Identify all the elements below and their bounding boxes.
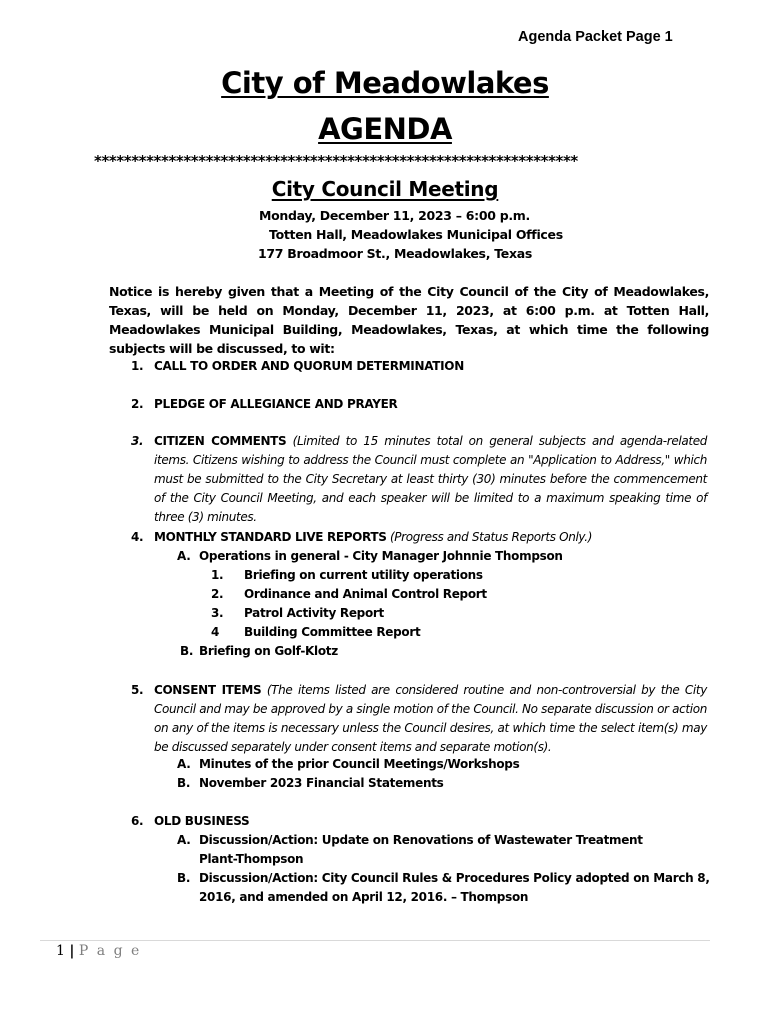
- agenda-item-5-note: (The items listed are considered routine and non-controversial by the City Council and may be approved by a single motion of the Council. No separate discussion or action on any of the items is necessary unless the Council desires, at which time the select item(s) may be discussed separately under consent items and separate motion(s).: [154, 683, 708, 754]
- agenda-item-5-label: CONSENT ITEMS: [154, 683, 262, 697]
- agenda-item-4-number: 4.: [131, 530, 144, 544]
- agenda-item-5: [154, 681, 707, 757]
- agenda-item-6b-line1: Discussion/Action: City Council Rules & Procedures Policy adopted on March 8,: [199, 871, 710, 885]
- agenda-item-4a-sub-number: 3.: [211, 606, 224, 620]
- agenda-item-4a-sub-label: Patrol Activity Report: [244, 606, 384, 620]
- page-title: City of Meadowlakes: [221, 66, 549, 100]
- agenda-item-6b-line2: 2016, and amended on April 12, 2016. – Thompson: [199, 890, 529, 904]
- agenda-item-4a-sub-number: 4: [211, 625, 220, 639]
- agenda-item-1-number: 1.: [131, 359, 144, 373]
- agenda-item-4b-label: Briefing on Golf-Klotz: [199, 644, 338, 658]
- agenda-item-5b-label: November 2023 Financial Statements: [199, 776, 444, 790]
- meeting-heading: City Council Meeting: [271, 177, 499, 201]
- agenda-item-4a-sub-label: Briefing on current utility operations: [244, 568, 483, 582]
- agenda-item-1-label: CALL TO ORDER AND QUORUM DETERMINATION: [154, 359, 464, 373]
- agenda-item-6a-letter: A.: [177, 833, 191, 847]
- page-subtitle: AGENDA: [318, 112, 452, 146]
- meeting-address: 177 Broadmoor St., Meadowlakes, Texas: [258, 246, 532, 261]
- agenda-item-3-label: CITIZEN COMMENTS: [154, 434, 287, 448]
- footer-page-number: 1: [56, 943, 65, 959]
- agenda-item-4a-sub-label: Ordinance and Animal Control Report: [244, 587, 487, 601]
- asterisk-separator: *****************************************************************: [94, 152, 578, 170]
- agenda-item-3-note: (Limited to 15 minutes total on general subjects and agenda-related items. Citizens wishing to address the Council must complete an "Application to Address," which must be submitted to the City Secretary at least thirty (30) minutes before the commencement of the City Council Meeting, and each speaker will be limited to a maximum speaking time of three (3) minutes.: [154, 434, 707, 524]
- agenda-item-4-note: (Progress and Status Reports Only.): [389, 530, 593, 544]
- footer-page-label: P a g e: [78, 943, 142, 959]
- agenda-item-3-number: 3.: [131, 434, 144, 448]
- agenda-item-2-number: 2.: [131, 397, 144, 411]
- agenda-item-4: [154, 528, 714, 547]
- agenda-item-5b-letter: B.: [177, 776, 191, 790]
- agenda-item-5-number: 5.: [131, 683, 144, 697]
- agenda-item-4a-label: Operations in general - City Manager Johnnie Thompson: [199, 549, 563, 563]
- agenda-item-4-label: MONTHLY STANDARD LIVE REPORTS: [154, 530, 387, 544]
- agenda-item-4a-sub-label: Building Committee Report: [244, 625, 421, 639]
- agenda-item-5a-label: Minutes of the prior Council Meetings/Workshops: [199, 757, 520, 771]
- meeting-datetime: Monday, December 11, 2023 – 6:00 p.m.: [259, 208, 530, 223]
- agenda-item-6-label: OLD BUSINESS: [154, 814, 250, 828]
- agenda-item-2-label: PLEDGE OF ALLEGIANCE AND PRAYER: [154, 397, 398, 411]
- agenda-item-4a-sub-number: 1.: [211, 568, 224, 582]
- agenda-item-6a-line1: Discussion/Action: Update on Renovations of Wastewater Treatment: [199, 833, 643, 847]
- agenda-item-4b-letter: B.: [180, 644, 194, 658]
- agenda-item-3: [154, 432, 707, 527]
- agenda-item-6a-line2: Plant-Thompson: [199, 852, 304, 866]
- agenda-item-4a-sub-number: 2.: [211, 587, 224, 601]
- meeting-venue: Totten Hall, Meadowlakes Municipal Offices: [269, 227, 563, 242]
- page-footer: [56, 943, 141, 959]
- agenda-item-6b-letter: B.: [177, 871, 191, 885]
- meeting-notice: Notice is hereby given that a Meeting of the City Council of the City of Meadowlakes, Texas, will be held on Monday, December 11, 2023, at 6:00 p.m. at Totten Hall, Meadowlakes Municipal Building, Meadowlakes, Texas, at which time the following subjects will be discussed, to wit:: [109, 284, 709, 356]
- packet-page-label: Agenda Packet Page 1: [518, 29, 673, 45]
- footer-divider: [40, 940, 710, 941]
- agenda-item-4a-letter: A.: [177, 549, 191, 563]
- agenda-item-6-number: 6.: [131, 814, 144, 828]
- agenda-item-5a-letter: A.: [177, 757, 191, 771]
- footer-separator: |: [69, 943, 75, 959]
